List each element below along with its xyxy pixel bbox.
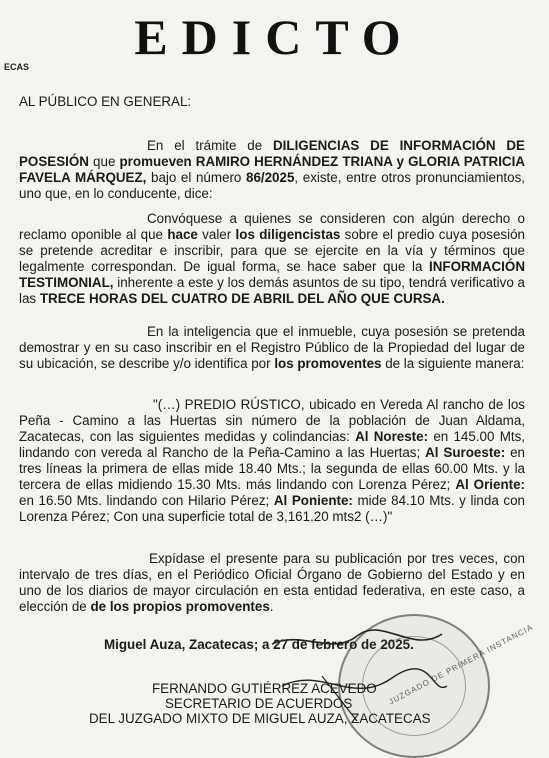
corner-label: ECAS bbox=[4, 62, 30, 72]
document-title: EDICTO bbox=[134, 9, 415, 65]
paragraph-procedure: En el trámite de DILIGENCIAS DE INFORMACIÓN DE POSESIÓN que promueven RAMIRO HERNÁNDEZ TRIANA y GLORIA PATRICIA FAVELA MÁRQUEZ, bajo el número 86/2025, existe, entre otros pronunciamientos, uno que, en lo conducente, dice: bbox=[19, 138, 526, 201]
paragraph-property-description: "(…) PREDIO RÚSTICO, ubicado en Vereda Al rancho de los Peña - Camino a las Huertas sin número de la población de Juan Aldama, Zacatecas, con las siguientes medidas y colindancias: Al Noreste: en 145.00 Mts, lindando con vereda al Rancho de la Peña-Camino a las Huertas; Al Suroeste: en tres líneas la primera de ellas mide 18.40 Mts.; la segunda de ellas 60.00 Mts. y la tercera de ellas midiendo 15.30 Mts. más lindando con Lorenza Pérez; Al Oriente: en 16.50 Mts. lindando con Hilario Pérez; Al Poniente: mide 84.10 Mts. y linda con Lorenza Pérez; Con una superficie total de 3,161.20 mts2 (…)" bbox=[19, 397, 526, 524]
place-and-date: Miguel Auza, Zacatecas; a 27 de febrero de 2025. bbox=[104, 637, 414, 652]
paragraph-publication: Expídase el presente para su publicación por tres veces, con intervalo de tres días, en el Periódico Oficial Órgano de Gobierno del Estado y en uno de los diarios de mayor circulación en esta entidad federativa, en este caso, a elección de de los propios promoventes. bbox=[19, 551, 525, 614]
salutation: AL PÚBLICO EN GENERAL: bbox=[19, 94, 192, 109]
paragraph-property-intro: En la inteligencia que el inmueble, cuya posesión se pretenda demostrar y en su caso inscribir en el Registro Público de la Propiedad del lugar de su ubicación, se describe y/o identifica por los promoventes de la siguiente manera: bbox=[19, 324, 525, 371]
signer-court: DEL JUZGADO MIXTO DE MIGUEL AUZA, ZACATECAS bbox=[89, 711, 431, 726]
paragraph-summons: Convóquese a quienes se consideren con algún derecho o reclamo oponible al que hace valer los diligencistas sobre el predio cuya posesión se pretende acreditar e inscribir, para que se ejercite en la vía y términos que legalmente correspondan. De igual forma, se hace saber que la INFORMACIÓN TESTIMONIAL, inherente a este y los demás asuntos de su tipo, tendrá verificativo a las TRECE HORAS DEL CUATRO DE ABRIL DEL AÑO QUE CURSA. bbox=[19, 211, 526, 306]
signer-role: SECRETARIO DE ACUERDOS bbox=[165, 696, 353, 711]
signer-name: FERNANDO GUTIÉRREZ ACEVEDO bbox=[152, 681, 377, 696]
seal-text: JUZGADO DE PRIMERA INSTANCIA bbox=[387, 622, 535, 707]
